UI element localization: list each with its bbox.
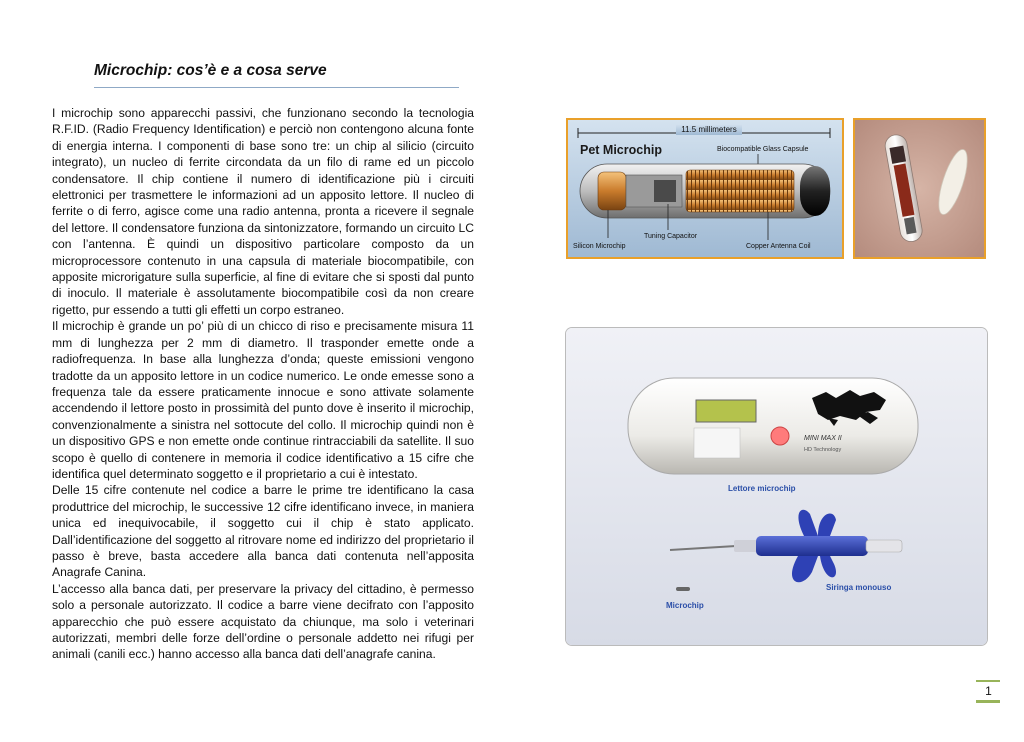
syringe-body [756, 536, 868, 556]
reader-display [696, 400, 756, 422]
label-capsule: Biocompatible Glass Capsule [717, 146, 809, 153]
reader-brand-sub: HD Technology [804, 447, 842, 453]
label-silicon: Silicon Microchip [573, 243, 626, 250]
body-text [52, 105, 474, 663]
paragraph-4: L’accesso alla banca dati, per preservare la privacy del cittadino, è permesso solo a personale autorizzato. Il codice a barre viene decifrato con l’apposito apparecchio che può essere acquistato da chiunque, ma solo i veterinari autorizzati, membri delle forze dell’ordine o personale addetto nei rifugi per animali (canili ecc.) hanno accesso alla banca dati dell’anagrafe canina. [52, 581, 474, 662]
label-syringe: Siringa monouso [826, 583, 892, 592]
paragraph-3: Delle 15 cifre contenute nel codice a barre le prime tre identificano la casa produttrice del microchip, le successive 12 cifre identificano invece, in maniera unica ed inequivocabile, il soggetto cui il chip è stato applicato. Dall’identificazione del soggetto al ritrovare nome ed indirizzo del proprietario il passo è breve, basta accedere alla banca dati contenuta nell’apposita Anagrafe Canina. [52, 483, 474, 580]
title-underline [94, 87, 459, 88]
capsule-cap [800, 166, 830, 216]
paragraph-1: I microchip sono apparecchi passivi, che funzionano secondo la tecnologia R.F.ID. (Radio Frequency Identification) e perciò non contengono alcuna fonte di energia interna. I componenti di base sono tre: un chip al silicio (circuito integrato), un nucleo di ferrite circondata da un filo di rame ed un piccolo condensatore. Il chip contiene il numero di identificazione più i circuiti elettronici per trasmettere le informazioni ad un apposito lettore. Il nucleo di ferrite o di ferro, agisce come una radio antenna, pronta a ricevere il segnale del lettore. Il condensatore funziona da sintonizzatore, formando un circuito LC con l’antenna. È quindi un dispositivo particolare composto da un microprocessore contenuto in una capsula di materiale biocompatibile, con apposite microrigature sulla superficie, al fine di evitare che si sposti dal punto di inoculo. Il materiale è assolutamente biocompatibile così da non creare rigetto, pur essendo a tutti gli effetti un corpo estraneo. [52, 106, 474, 317]
size-label: 11.5 millimeters [681, 125, 737, 134]
page-number-rule-bottom [976, 700, 1000, 703]
label-coil: Copper Antenna Coil [746, 243, 811, 250]
reader-button [771, 427, 789, 445]
label-tuning: Tuning Capacitor [644, 233, 698, 240]
diagram-heading: Pet Microchip [580, 143, 662, 157]
page-title: Microchip: cos’è e a cosa serve [94, 62, 327, 79]
label-reader: Lettore microchip [728, 484, 796, 493]
paragraph-2: Il microchip è grande un po’ più di un chicco di riso e precisamente misura 11 mm di lunghezza per 2 mm di diametro. Il trasponder emette onde a radiofrequenza. In base alla lunghezza d’onda; queste emissioni vengono tradotte da un apposito lettore in un codice numerico. Le onde emesse sono a frequenza tale da essere praticamente innocue e sono attivate solamente accendendo il lettore posto in prossimità del punto dove è inserito il microchip, convenzionalmente a sinistra nel sottocute del collo. Il microchip quindi non è un dispositivo GPS e non emette onde continue rintracciabili da satellite. Il suo scopo è quello di contenere in memoria il codice identificativo a 15 cifre che identifica quel determinato soggetto e il proprietario a cui è intestato. [52, 319, 474, 481]
syringe-plunger [866, 540, 902, 552]
reader-syringe-photo [566, 328, 987, 645]
label-chip: Microchip [666, 601, 704, 610]
microchip-diagram [568, 120, 842, 257]
copper-coil [686, 170, 794, 212]
page-number: 1 [985, 684, 992, 698]
reader-brand: MINI MAX II [804, 435, 842, 442]
microchip-diagram-figure [566, 118, 844, 259]
chip-photo [855, 120, 984, 257]
silicon-chip [598, 172, 626, 210]
microchip-small [676, 587, 690, 591]
reader-photo [566, 328, 987, 645]
chip-vs-rice-photo [853, 118, 986, 259]
page-number-rule-top [976, 680, 1000, 682]
